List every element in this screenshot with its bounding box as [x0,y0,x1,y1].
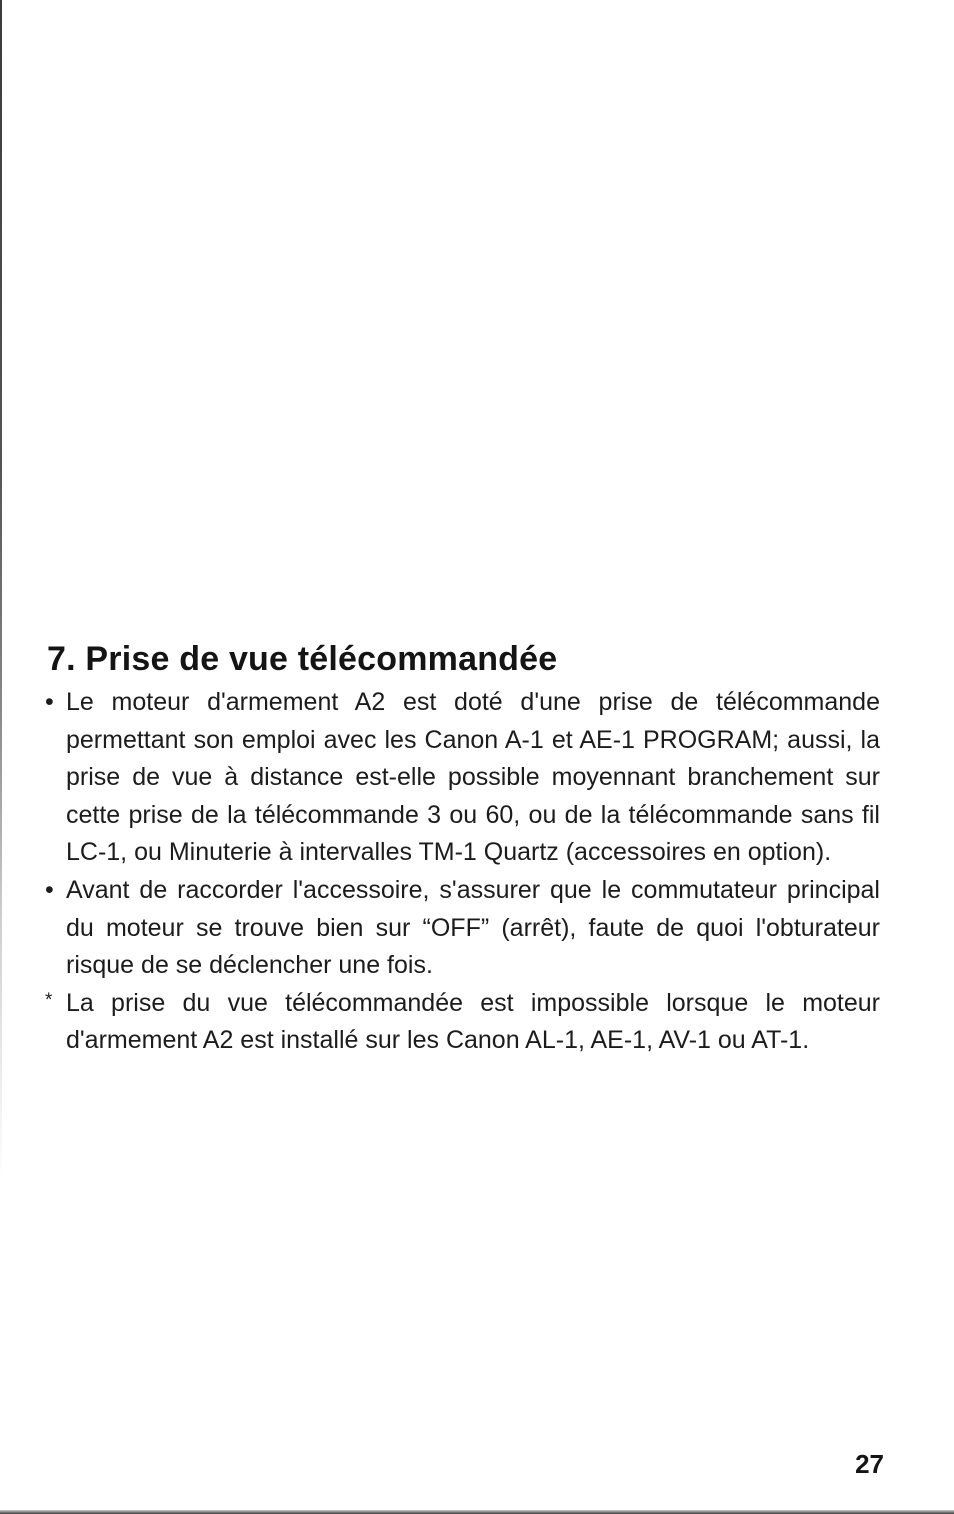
note-item [47,985,880,1060]
bullet-marker: • [45,875,54,904]
bullet-item-text: Avant de raccorder l'accessoire, s'assurer que le commutateur principal du moteur se trouve bien sur “OFF” (arrêt), faute de quoi l'obturateur risque de se déclencher une fois. [66,875,880,980]
section-title: 7. Prise de vue télécommandée [47,640,558,678]
bullet-item-text: Le moteur d'armement A2 est doté d'une prise de télécommande permettant son emploi avec les Canon A-1 et AE-1 PROGRAM; aussi, la prise de vue à distance est-elle possible moyennant branchement sur cette prise de la télécommande 3 ou 60, ou de la télécommande sans fil LC-1, ou Minuterie à intervalles TM-1 Quartz (accessoires en option). [66,688,880,867]
note-item-text: La prise du vue télécommandée est impossible lorsque le moteur d'armement A2 est installé sur les Canon AL-1, AE-1, AV-1 ou AT-1. [66,988,880,1055]
bullet-item [47,684,880,872]
section-remote-shooting [47,636,880,1060]
asterisk-marker: * [45,989,53,1011]
scan-bottom-edge [0,1510,954,1514]
bullet-marker: • [45,688,54,716]
bullet-item [47,872,880,985]
scan-left-edge [0,0,2,1180]
page-number: 27 [855,1449,884,1479]
